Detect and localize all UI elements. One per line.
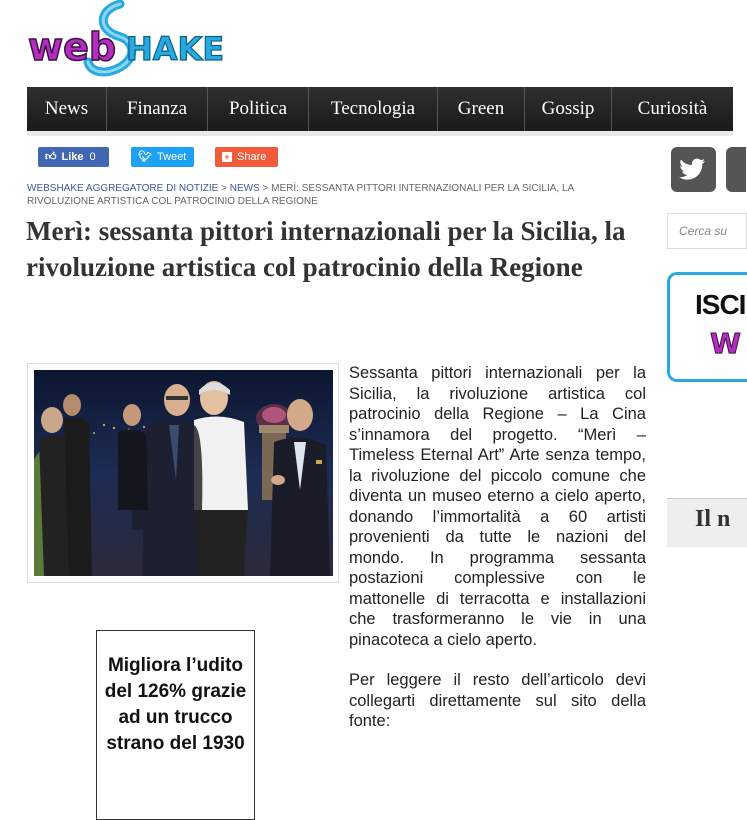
article-read-more: Per leggere il resto dell’articolo devi collegarti direttamente sul sito della fonte:	[349, 671, 646, 730]
nav-item-finanza[interactable]: Finanza	[107, 87, 208, 131]
nav-item-curiosita[interactable]: Curiosità	[637, 98, 708, 119]
subscribe-logo: W	[710, 327, 741, 360]
nav-item-gossip[interactable]: Gossip	[525, 87, 612, 131]
ad-headline[interactable]: Migliora l’udito del 126% grazie ad un trucco strano del 1930	[104, 655, 247, 754]
nav-item-tecnologia[interactable]: Tecnologia	[309, 87, 438, 131]
breadcrumb-current: MERÌ: SESSANTA PITTORI INTERNAZIONALI PER LA SICILIA, LA RIVOLUZIONE ARTISTICA COL PATROCINIO DELLA REGIONE	[27, 183, 574, 207]
site-logo[interactable]	[28, 0, 228, 80]
search-placeholder: Cerca su	[679, 224, 728, 238]
article-photo[interactable]	[27, 363, 339, 583]
thumbs-up-icon: 👍︎	[45, 151, 57, 163]
sidebar-twitter-button[interactable]	[671, 147, 716, 192]
share-button[interactable]	[215, 147, 278, 167]
main-nav	[27, 87, 733, 131]
sidebar-widget-title: Il n	[695, 506, 731, 532]
twitter-bird-icon	[671, 147, 716, 192]
page-title: Merì: sessanta pittori internazionali per la Sicilia, la rivoluzione artistica col patrocinio della Regione	[26, 216, 626, 282]
facebook-like-button[interactable]	[38, 147, 109, 167]
breadcrumb-section-link[interactable]: NEWS	[229, 183, 260, 194]
article-body	[349, 363, 646, 752]
breadcrumb-separator: >	[262, 183, 269, 194]
share-label: Share	[237, 151, 267, 163]
nav-item-politica[interactable]: Politica	[208, 87, 309, 131]
breadcrumb-separator: >	[221, 183, 227, 194]
logo-text-web: web	[28, 25, 117, 69]
breadcrumb-home-link[interactable]: WEBSHAKE AGGREGATORE DI NOTIZIE	[27, 183, 219, 194]
twitter-bird-icon: 🐦︎	[138, 151, 152, 163]
sidebar-subscribe-banner[interactable]	[667, 272, 747, 382]
article-paragraph: Sessanta pittori internazionali per la Sicilia, la rivoluzione artistica col patrocinio della Regione – La Cina s’innamora del progetto. “Merì – Timeless Eternal Art” Arte senza tempo, la rivoluzione del piccolo comune che diventa un museo eterno a cielo aperto, donando l’immortalità a 60 artisti provenienti da tutte le nazioni del mondo. In programma sessanta postazioni complessive con le mattonelle di terracotta e installazioni che trasformeranno le vie in una pinacoteca a cielo aperto.	[349, 364, 646, 649]
nav-divider	[27, 131, 733, 136]
tweet-label: Tweet	[156, 151, 187, 163]
tweet-button[interactable]	[131, 147, 194, 167]
breadcrumb	[27, 182, 607, 208]
logo-text-shake: HAKE	[126, 30, 225, 68]
article-photo-image	[34, 370, 333, 576]
ad-box[interactable]	[96, 630, 255, 820]
sidebar-widget	[667, 498, 747, 547]
subscribe-text: ISCI	[695, 289, 746, 320]
facebook-like-count: 0	[89, 151, 96, 163]
nav-item-green[interactable]: Green	[438, 87, 525, 131]
facebook-like-label: Like	[61, 151, 84, 163]
sidebar-search-input[interactable]	[667, 213, 747, 249]
plus-icon: +	[222, 152, 232, 162]
sidebar-social-button[interactable]	[726, 147, 746, 192]
nav-item-news[interactable]: News	[27, 87, 107, 131]
